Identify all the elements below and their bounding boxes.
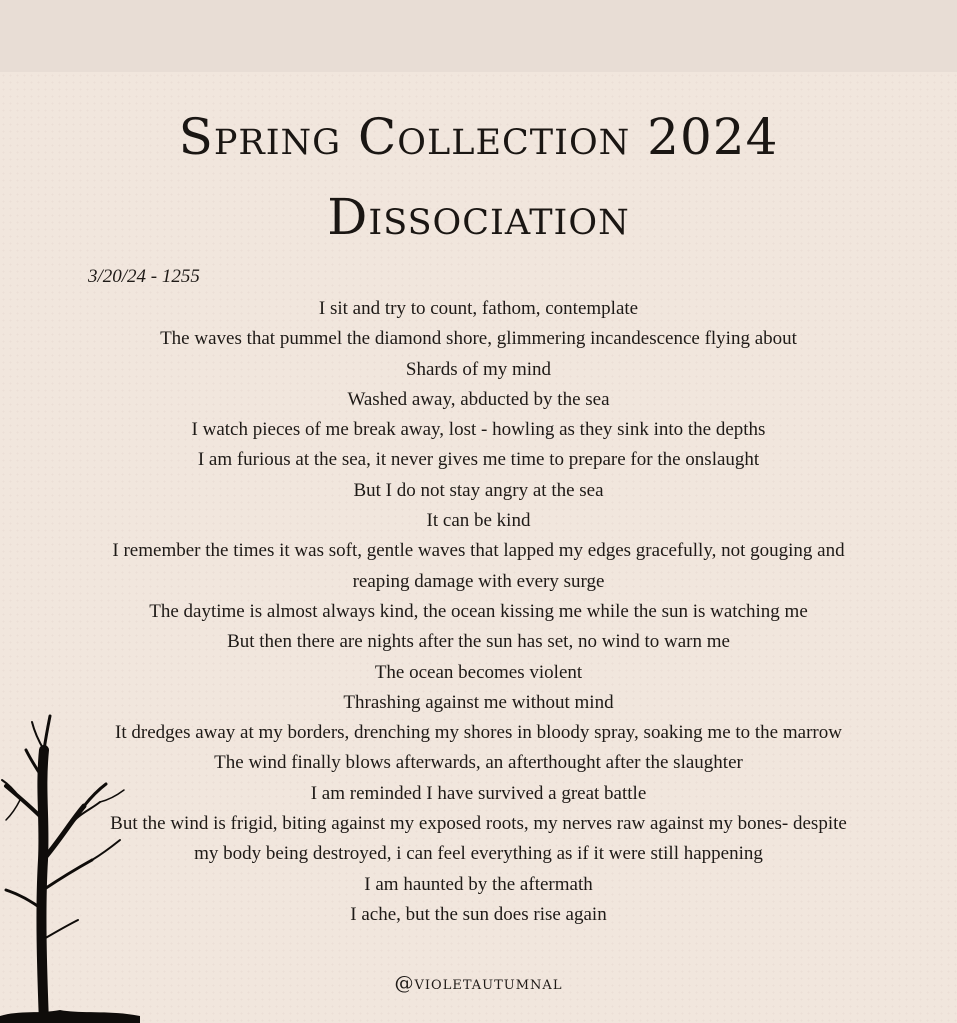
poem-date: 3/20/24 - 1255: [88, 266, 200, 287]
poem-line: But then there are nights after the sun has set, no wind to warn me: [227, 631, 730, 653]
top-band: [0, 0, 957, 72]
poem-line: I am haunted by the aftermath: [364, 873, 593, 895]
poem-line: But I do not stay angry at the sea: [353, 479, 604, 501]
poem-line: The waves that pummel the diamond shore, glimmering incandescence flying about: [160, 328, 797, 350]
poem-line: The wind finally blows afterwards, an afterthought after the slaughter: [214, 752, 743, 774]
poem-line: It dredges away at my borders, drenching my shores in bloody spray, soaking me to the marrow: [115, 722, 842, 744]
poem-line: reaping damage with every surge: [352, 570, 605, 592]
poem-line: I am reminded I have survived a great battle: [310, 782, 647, 804]
bare-tree-icon: [0, 710, 140, 1023]
poem-line: my body being destroyed, i can feel everything as if it were still happening: [194, 843, 763, 865]
poem-line: But the wind is frigid, biting against my exposed roots, my nerves raw against my bones- despite: [110, 813, 847, 835]
page-subtitle: Dissociation: [327, 188, 630, 246]
page-title: Spring Collection 2024: [178, 108, 779, 166]
poem-line: I am furious at the sea, it never gives me time to prepare for the onslaught: [197, 449, 760, 471]
poem-line: The daytime is almost always kind, the ocean kissing me while the sun is watching me: [149, 600, 808, 622]
poem-body: [40, 294, 917, 930]
poem-line: I watch pieces of me break away, lost - howling as they sink into the depths: [191, 419, 766, 441]
poem-line: Shards of my mind: [405, 358, 552, 380]
poem-line: The ocean becomes violent: [374, 661, 583, 683]
poem-line: Washed away, abducted by the sea: [347, 388, 610, 410]
poem-line: I sit and try to count, fathom, contemplate: [318, 298, 639, 319]
poem-line: I remember the times it was soft, gentle waves that lapped my edges gracefully, not gouging and: [112, 540, 845, 562]
poem-line: It can be kind: [426, 510, 531, 532]
poem-line: I ache, but the sun does rise again: [350, 903, 607, 925]
author-handle: @violetautumnal: [394, 972, 563, 994]
poem-line: Thrashing against me without mind: [343, 691, 614, 713]
